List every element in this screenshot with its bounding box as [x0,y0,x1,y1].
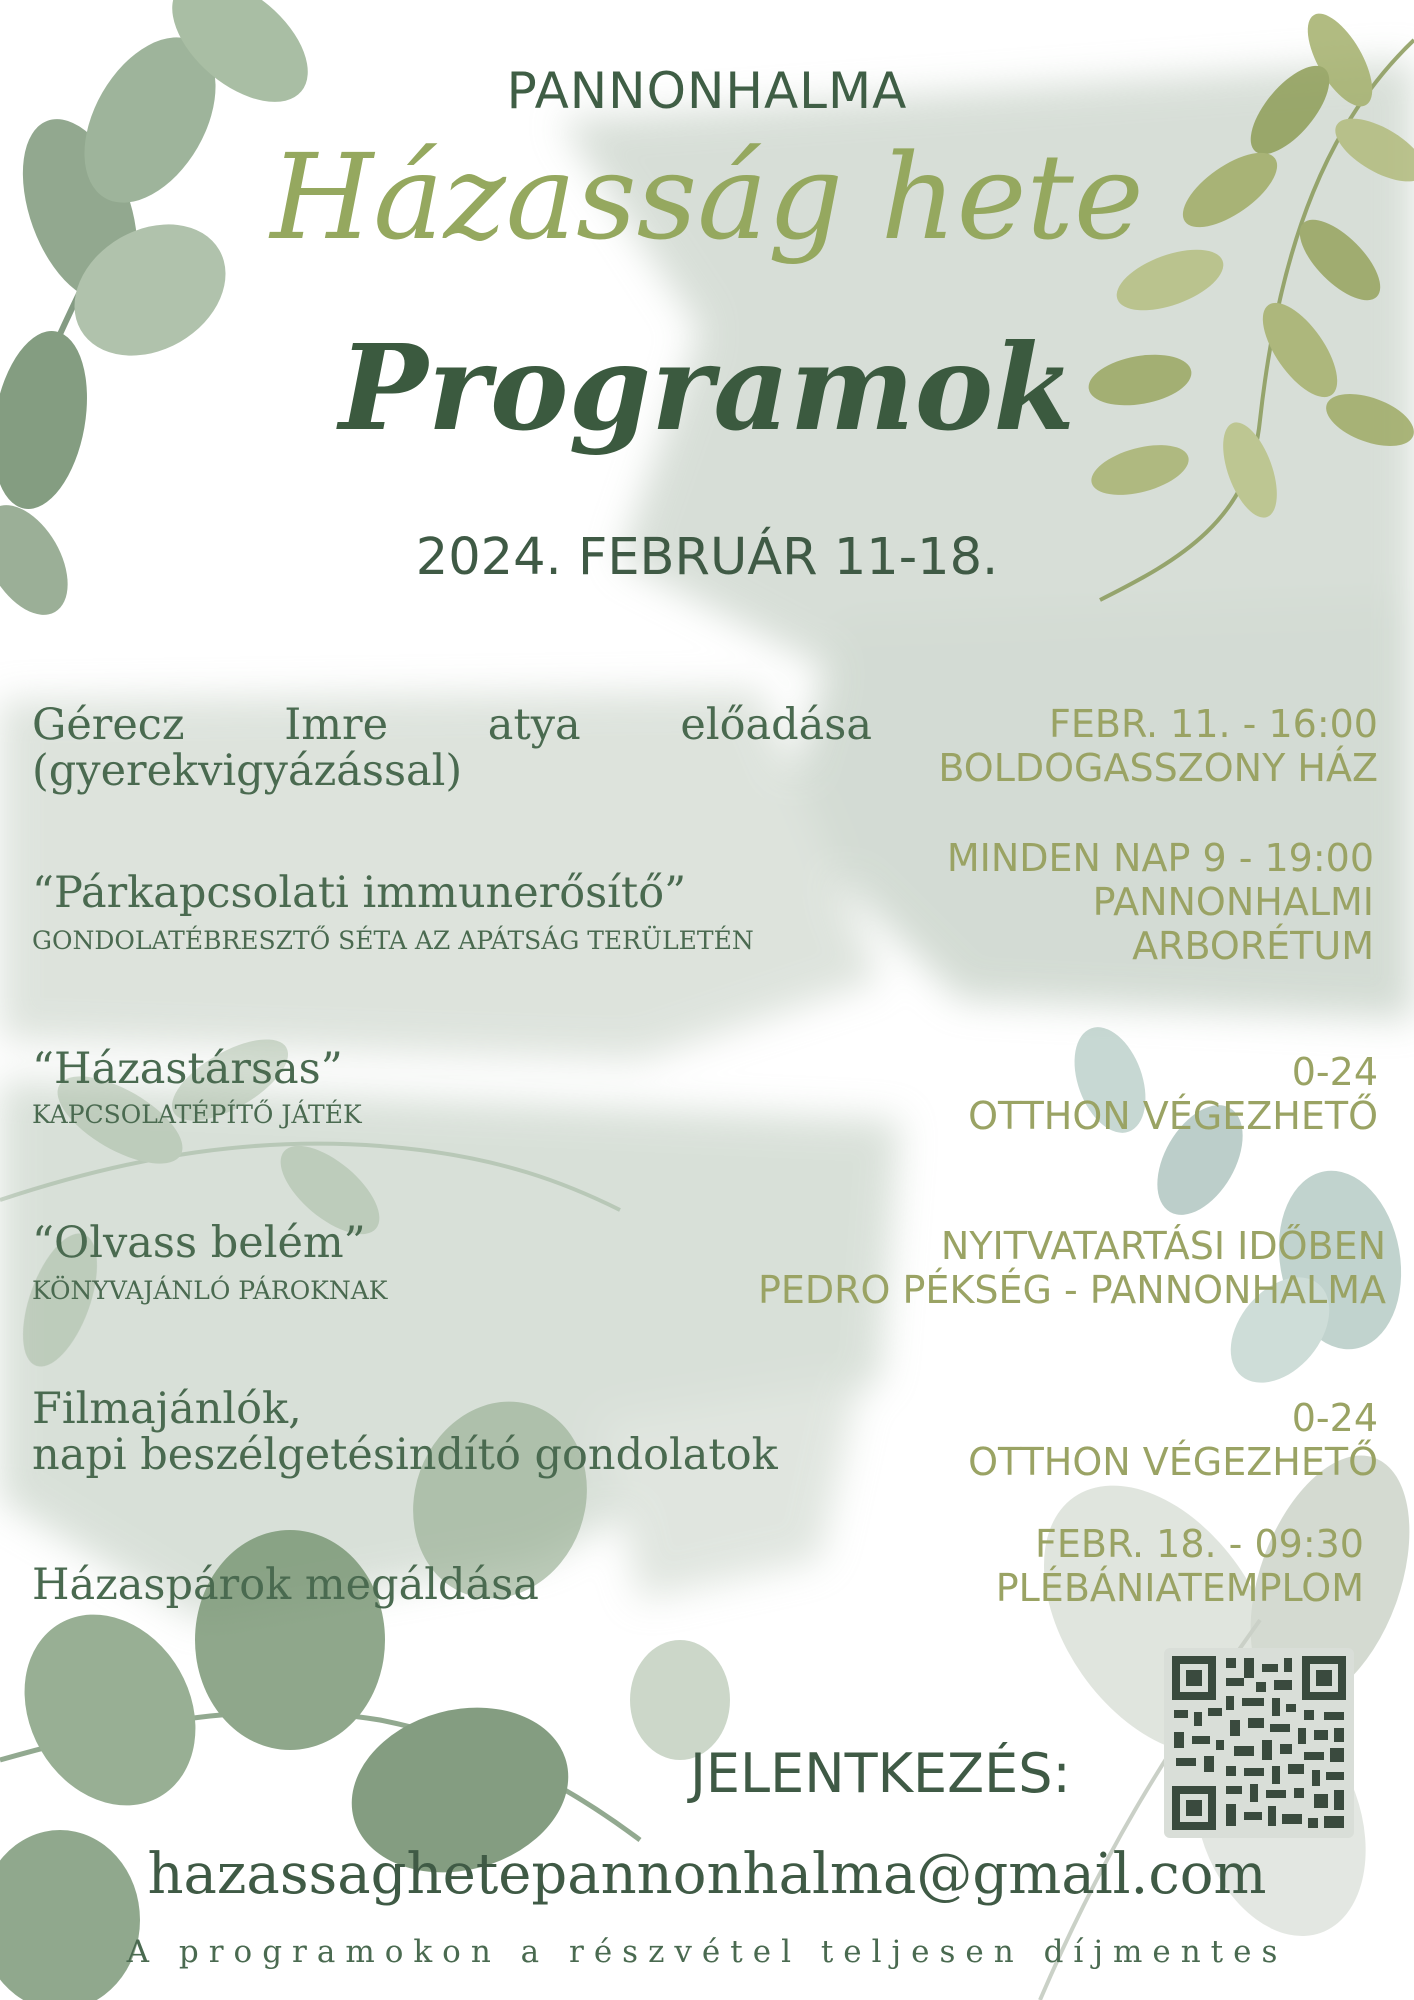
program-5-title-line-1: Filmajánlók, [32,1384,302,1434]
program-2-info-line-1: MINDEN NAP 9 - 19:00 [946,836,1374,880]
registration-label: JELENTKEZÉS: [690,1742,1071,1805]
program-3-subtitle: KAPCSOLATÉPÍTŐ JÁTÉK [32,1100,362,1129]
program-6-info-line-2: PLÉBÁNIATEMPLOM [995,1566,1364,1610]
program-4-info-line-2: PEDRO PÉKSÉG - PANNONHALMA [757,1268,1386,1312]
program-3-title [32,1046,343,1092]
qr-code-graphic [1164,1648,1354,1838]
program-1-title [32,702,872,794]
program-2-info-line-2: PANNONHALMI [1092,880,1374,924]
program-2-subtitle: GONDOLATÉBRESZTŐ SÉTA AZ APÁTSÁG TERÜLETÉN [32,926,754,955]
program-6-info [996,1522,1364,1610]
program-5-info-line-1: 0-24 [1291,1396,1378,1440]
event-date: 2024. FEBRUÁR 11-18. [415,528,999,587]
program-3-info [968,1050,1378,1138]
program-1-info [938,702,1378,790]
event-title: Házasság hete [270,128,1144,266]
free-participation-note: A programokon a részvétel teljesen díjmentes [126,1934,1288,1970]
program-4-info [758,1224,1386,1312]
location-heading: PANNONHALMA [506,62,908,120]
program-5-info [968,1396,1378,1484]
registration-email-link[interactable]: hazassaghetepannonhalma@gmail.com [147,1842,1267,1907]
program-2-info [947,836,1374,968]
programs-title: Programok [338,318,1076,457]
program-6-title-line-1: Házaspárok megáldása [32,1560,539,1610]
program-5-title [32,1386,778,1478]
program-3-title-line-1: “Házastársas” [32,1044,343,1094]
program-2-title-line-1: “Párkapcsolati immunerősítő” [32,868,687,918]
program-2-title [32,870,686,916]
program-4-subtitle: KÖNYVAJÁNLÓ PÁROKNAK [32,1276,388,1305]
program-1-title-line-2: (gyerekvigyázással) [32,746,463,796]
program-1-title-line-1: Gérecz Imre atya előadása [32,700,872,750]
qr-code-icon[interactable] [1164,1648,1354,1838]
program-4-title [32,1220,366,1266]
program-5-info-line-2: OTTHON VÉGEZHETŐ [968,1440,1378,1484]
program-3-info-line-2: OTTHON VÉGEZHETŐ [968,1094,1378,1138]
program-5-title-line-2: napi beszélgetésindító gondolatok [32,1430,778,1480]
program-4-info-line-1: NYITVATARTÁSI IDŐBEN [940,1224,1386,1268]
program-3-info-line-1: 0-24 [1291,1050,1378,1094]
program-1-info-line-2: BOLDOGASSZONY HÁZ [938,746,1378,790]
program-6-info-line-1: FEBR. 18. - 09:30 [1035,1522,1364,1566]
program-4-title-line-1: “Olvass belém” [32,1218,366,1268]
program-2-info-line-3: ARBORÉTUM [1132,924,1374,968]
program-1-info-line-1: FEBR. 11. - 16:00 [1049,702,1378,746]
program-6-title [32,1562,539,1608]
